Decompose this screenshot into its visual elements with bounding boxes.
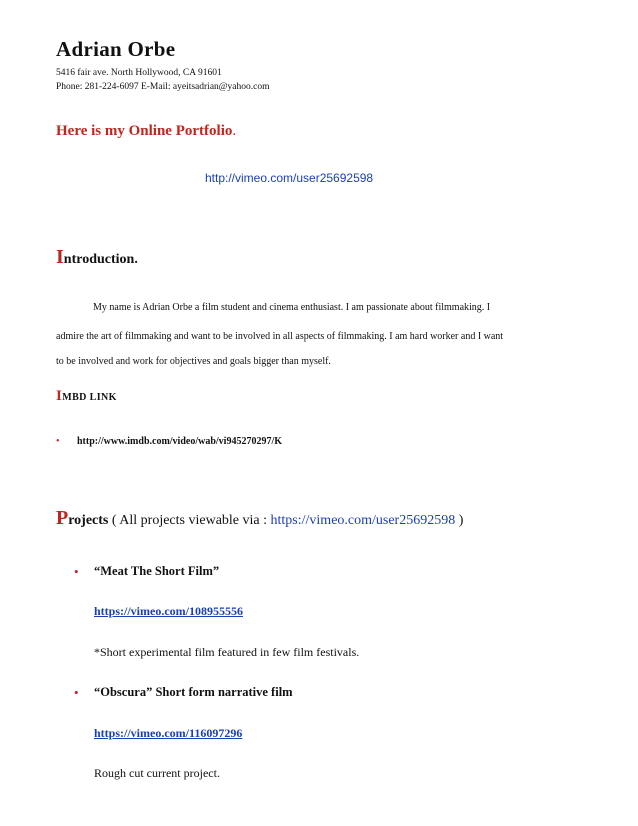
- portfolio-heading-period: .: [232, 123, 237, 139]
- portfolio-link[interactable]: http://vimeo.com/user25692598: [205, 171, 374, 185]
- project-1-bullet-icon: •: [74, 564, 79, 579]
- intro-line-1: My name is Adrian Orbe a film student and cinema enthusiast. I am passionate about filmmaking. I: [93, 302, 491, 313]
- project-1-link[interactable]: https://vimeo.com/108955556: [94, 604, 243, 618]
- project-1-note: *Short experimental film featured in few film festivals.: [94, 645, 360, 659]
- imdb-heading-rest: MBD LINK: [62, 392, 117, 403]
- introduction-heading-rest: ntroduction.: [63, 252, 138, 267]
- portfolio-heading: [56, 123, 236, 140]
- projects-drop-letter: P: [56, 507, 69, 529]
- portfolio-heading-text: Here is my Online Portfolio: [56, 123, 233, 139]
- imdb-drop-letter: I: [56, 388, 63, 404]
- imdb-bullet-icon: •: [56, 436, 60, 447]
- contact-line: Phone: 281-224-6097 E-Mail: ayeitsadrian@yahoo.com: [56, 82, 270, 92]
- imdb-heading: [56, 388, 117, 405]
- project-2-bullet-icon: •: [74, 685, 79, 700]
- project-2-link[interactable]: https://vimeo.com/116097296: [94, 726, 243, 740]
- projects-vimeo-link[interactable]: https://vimeo.com/user25692598: [270, 513, 456, 528]
- project-2-title: “Obscura” Short form narrative film: [94, 685, 293, 699]
- intro-line-3: to be involved and work for objectives and goals bigger than myself.: [56, 356, 331, 367]
- intro-line-2: admire the art of filmmaking and want to be involved in all aspects of filmmaking. I am hard worker and I want: [56, 331, 504, 342]
- projects-note-prefix: ( All projects viewable via :: [108, 513, 271, 528]
- project-2-note: Rough cut current project.: [94, 766, 220, 780]
- resume-name: Adrian Orbe: [56, 37, 176, 61]
- projects-heading: [56, 507, 463, 530]
- introduction-drop-letter: I: [56, 246, 64, 268]
- projects-heading-rest: rojects: [68, 513, 109, 528]
- projects-note-suffix: ): [455, 513, 464, 528]
- project-1-title: “Meat The Short Film”: [94, 564, 220, 578]
- introduction-heading: [56, 246, 138, 269]
- address-line: 5416 fair ave. North Hollywood, CA 91601: [56, 68, 222, 78]
- imdb-link[interactable]: http://www.imdb.com/video/wab/vi945270297/K: [77, 436, 283, 447]
